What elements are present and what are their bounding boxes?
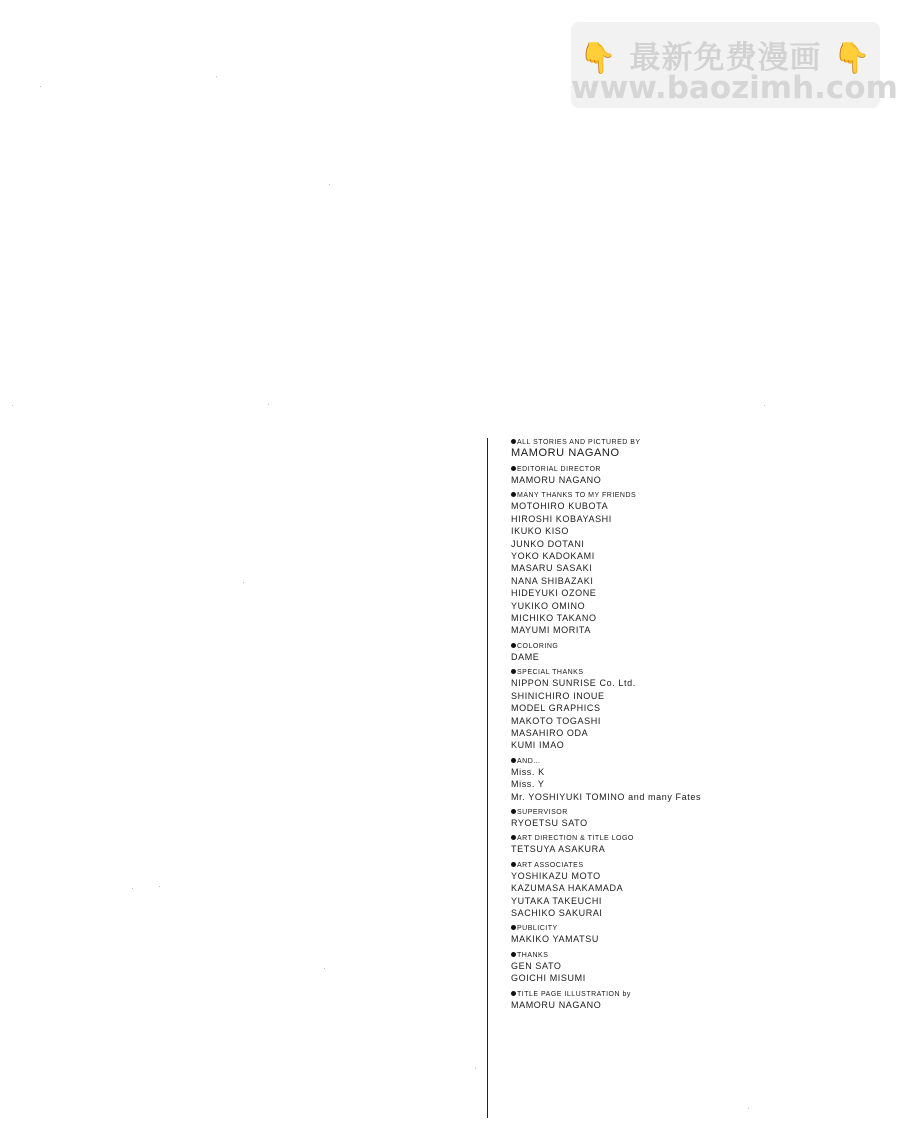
bullet-dot-icon — [511, 758, 516, 763]
credit-section — [511, 808, 891, 829]
credit-heading-text: AND… — [517, 757, 541, 765]
credit-heading-text: SUPERVISOR — [517, 808, 568, 816]
credit-name: TETSUYA ASAKURA — [511, 844, 606, 855]
credit-name: MAYUMI MORITA — [511, 625, 591, 636]
watermark-url: www.baozimh.com — [571, 70, 898, 106]
credit-section — [511, 438, 891, 460]
credit-heading — [511, 757, 891, 766]
credit-section — [511, 757, 891, 803]
credit-section — [511, 834, 891, 855]
credit-heading-text: ALL STORIES AND PICTURED BY — [517, 439, 641, 446]
credit-heading — [511, 808, 891, 817]
credit-heading-text: ART DIRECTION & TITLE LOGO — [517, 835, 634, 843]
scan-speck — [764, 405, 765, 406]
credit-name: MODEL GRAPHICS — [511, 703, 601, 714]
credit-name: MAMORU NAGANO — [511, 447, 620, 459]
scan-speck — [243, 582, 244, 583]
credit-section — [511, 990, 891, 1011]
scan-speck — [324, 968, 325, 969]
credit-heading-text: COLORING — [517, 642, 559, 650]
credit-name: RYOETSU SATO — [511, 817, 588, 828]
credit-name: MASAHIRO ODA — [511, 727, 589, 738]
credit-heading — [511, 465, 891, 474]
credit-name: SACHIKO SAKURAI — [511, 907, 603, 918]
vertical-divider — [487, 438, 488, 1118]
credit-heading-text: TITLE PAGE ILLUSTRATION by — [517, 990, 631, 998]
credit-name: HIROSHI KOBAYASHI — [511, 513, 612, 524]
pointing-hand-icon: 👇 — [833, 41, 872, 76]
bullet-dot-icon — [511, 952, 516, 957]
scan-speck — [475, 1068, 476, 1069]
credit-heading-text: ART ASSOCIATES — [517, 861, 584, 869]
credit-name: MICHIKO TAKANO — [511, 613, 597, 624]
scan-speck — [216, 76, 217, 77]
credit-name: KUMI IMAO — [511, 740, 565, 751]
credit-name: NIPPON SUNRISE Co. Ltd. — [511, 678, 636, 689]
credit-section — [511, 491, 891, 636]
credit-heading — [511, 491, 891, 500]
credit-heading — [511, 834, 891, 843]
credit-section — [511, 924, 891, 945]
scan-speck — [40, 86, 41, 87]
scan-speck — [12, 405, 13, 406]
credit-name: HIDEYUKI OZONE — [511, 588, 597, 599]
bullet-dot-icon — [511, 809, 516, 814]
scan-speck — [159, 886, 160, 887]
credit-heading — [511, 861, 891, 870]
scan-speck — [329, 184, 330, 185]
credit-heading — [511, 990, 891, 999]
bullet-dot-icon — [511, 643, 516, 648]
credit-name: YUTAKA TAKEUCHI — [511, 895, 603, 906]
credit-section — [511, 951, 891, 985]
credit-name: MAMORU NAGANO — [511, 999, 602, 1010]
bullet-dot-icon — [511, 925, 516, 930]
credit-heading-text: SPECIAL THANKS — [517, 669, 584, 677]
bullet-dot-icon — [511, 862, 516, 867]
credit-name: SHINICHIRO INOUE — [511, 690, 605, 701]
credit-name: Miss. K — [511, 766, 545, 777]
credit-heading-text: EDITORIAL DIRECTOR — [517, 466, 601, 473]
credit-name: YOKO KADOKAMI — [511, 551, 595, 562]
credit-section — [511, 465, 891, 486]
credit-heading — [511, 668, 891, 677]
credit-name: NANA SHIBAZAKI — [511, 575, 594, 586]
credits-list — [511, 438, 891, 1016]
bullet-dot-icon — [511, 466, 516, 471]
bullet-dot-icon — [511, 439, 516, 444]
credit-name: MAKIKO YAMATSU — [511, 934, 599, 945]
bullet-dot-icon — [511, 669, 516, 674]
credit-name: GOICHI MISUMI — [511, 973, 586, 984]
credit-heading — [511, 924, 891, 933]
bullet-dot-icon — [511, 492, 516, 497]
scan-speck — [268, 404, 269, 405]
bullet-dot-icon — [511, 991, 516, 996]
credit-name: DAME — [511, 651, 540, 662]
scan-speck — [132, 888, 133, 889]
credit-heading-text: THANKS — [517, 951, 549, 959]
credit-heading — [511, 951, 891, 960]
credit-name: GEN SATO — [511, 960, 562, 971]
watermark-title-text: 最新免费漫画 — [629, 40, 822, 76]
credit-heading — [511, 438, 891, 447]
credit-name: IKUKO KISO — [511, 526, 570, 537]
credit-name: MAMORU NAGANO — [511, 475, 602, 485]
credit-section — [511, 642, 891, 663]
credit-name: MOTOHIRO KUBOTA — [511, 501, 609, 512]
credit-section — [511, 861, 891, 920]
credit-name: MASARU SASAKI — [511, 563, 593, 574]
credit-heading-text: PUBLICITY — [517, 925, 558, 933]
credit-section — [511, 668, 891, 751]
credit-heading-text: MANY THANKS TO MY FRIENDS — [517, 492, 637, 500]
credit-heading — [511, 642, 891, 651]
credit-name: Miss. Y — [511, 779, 545, 790]
credit-name: JUNKO DOTANI — [511, 538, 585, 549]
pointing-hand-icon: 👇 — [579, 41, 618, 76]
bullet-dot-icon — [511, 835, 516, 840]
credit-name: YOSHIKAZU MOTO — [511, 870, 601, 881]
credit-name: Mr. YOSHIYUKI TOMINO and many Fates — [511, 791, 702, 802]
credit-name: YUKIKO OMINO — [511, 600, 586, 611]
scan-speck — [748, 1108, 749, 1109]
credit-name: KAZUMASA HAKAMADA — [511, 883, 624, 894]
watermark-banner — [571, 22, 898, 108]
credit-name: MAKOTO TOGASHI — [511, 715, 601, 726]
